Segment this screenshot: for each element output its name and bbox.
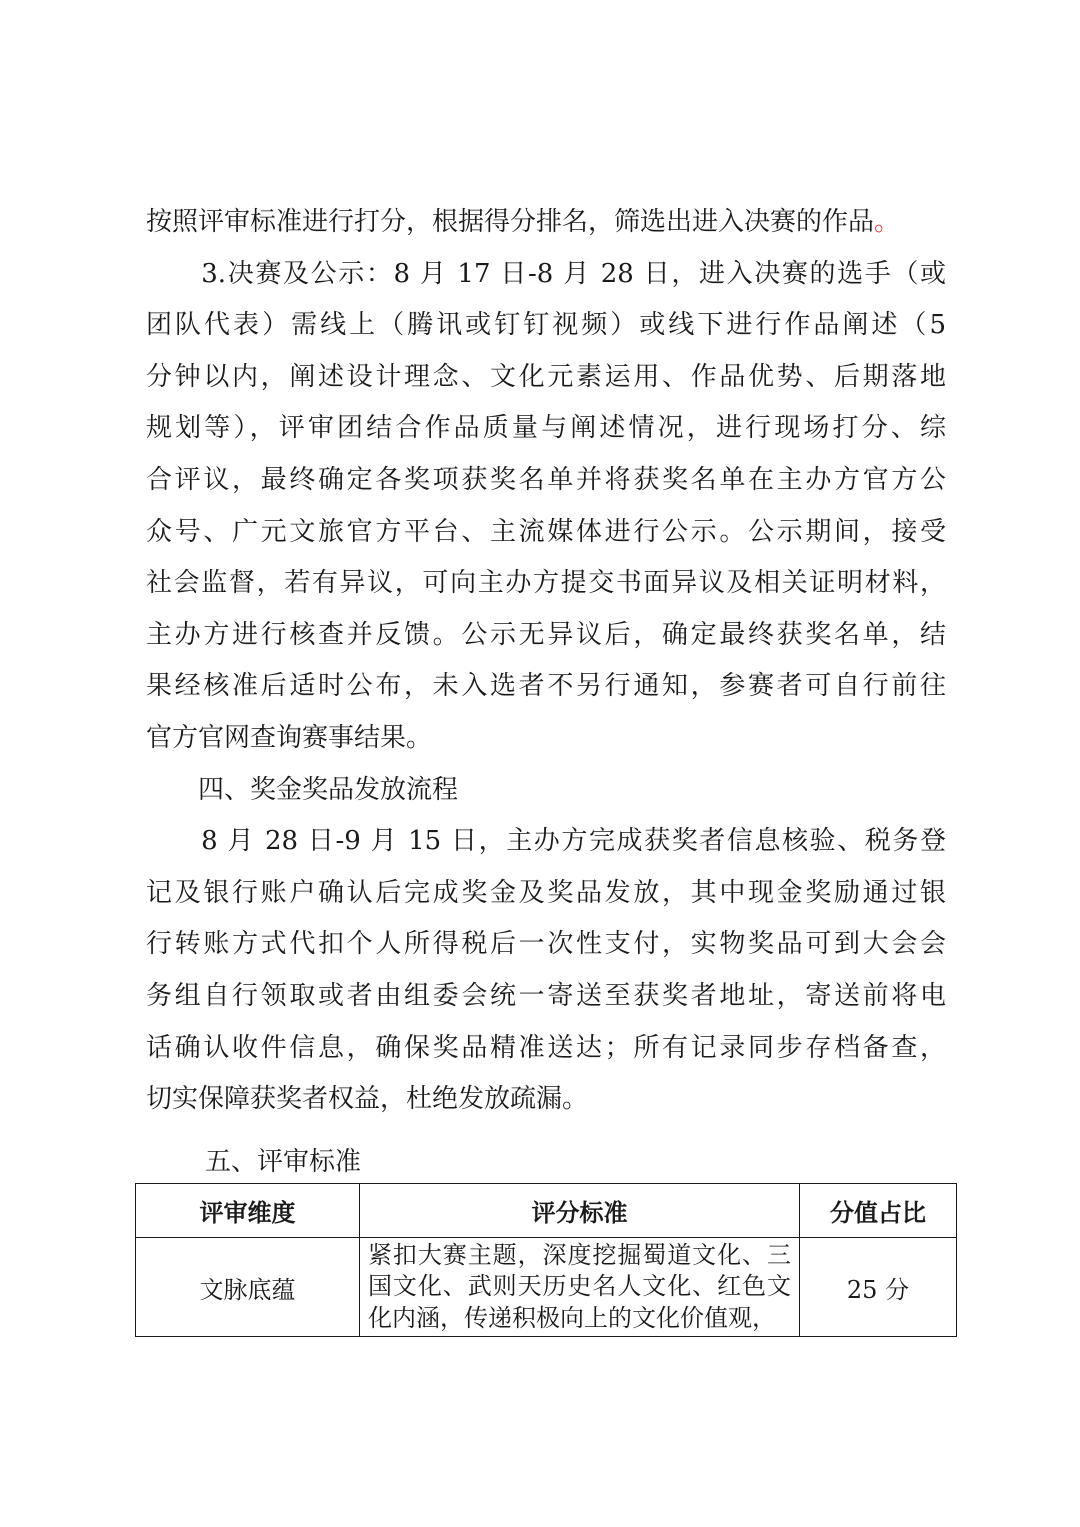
text-line: 务组自行领取或者由组委会统一寄送至获奖者地址，寄送前将电 (146, 980, 946, 1011)
criteria-line: 紧扣大赛主题，深度挖掘蜀道文化、三 (368, 1240, 791, 1269)
text-line: 8 月 28 日-9 月 15 日，主办方完成获奖者信息核验、税务登 (146, 826, 946, 857)
text-line: 官方官网查询赛事结果。 (146, 722, 433, 753)
cell-dimension: 文脉底蕴 (136, 1238, 360, 1337)
body-text (146, 197, 946, 1126)
criteria-line: 化内涵，传递积极向上的文化价值观， (368, 1303, 776, 1332)
criteria-line: 国文化、武则天历史名人文化、红色文 (368, 1272, 791, 1301)
text-line: 主办方进行核查并反馈。公示无异议后，确定最终获奖名单，结 (146, 619, 946, 650)
text-line: 果经核准后适时公布，未入选者不另行通知，参赛者可自行前往 (146, 671, 946, 702)
text-line: 3.决赛及公示：8 月 17 日-8 月 28 日，进入决赛的选手（或 (146, 258, 946, 289)
text-line: 团队代表）需线上（腾讯或钉钉视频）或线下进行作品阐述（5 (146, 310, 946, 341)
criteria-table (135, 1183, 957, 1337)
table-header-row (136, 1184, 957, 1238)
section-heading: 四、奖金奖品发放流程 (146, 774, 459, 805)
section-heading-criteria: 五、评审标准 (205, 1147, 362, 1177)
text-line: 社会监督，若有异议，可向主办方提交书面异议及相关证明材料， (146, 568, 946, 599)
text-line: 记及银行账户确认后完成奖金及奖品发放，其中现金奖励通过银 (146, 877, 946, 908)
text-line: 话确认收件信息，确保奖品精准送达；所有记录同步存档备查， (146, 1032, 946, 1063)
text-line: 分钟以内，阐述设计理念、文化元素运用、作品优势、后期落地 (146, 361, 946, 392)
header-score: 分值占比 (800, 1184, 957, 1238)
text-line: 众号、广元文旅官方平台、主流媒体进行公示。公示期间，接受 (146, 516, 946, 547)
text-line (146, 197, 946, 249)
text-line: 合评议，最终确定各奖项获奖名单并将获奖名单在主办方官方公 (146, 464, 946, 495)
table-row (136, 1238, 957, 1337)
header-criteria: 评分标准 (360, 1184, 800, 1238)
cell-score: 25 分 (800, 1238, 957, 1337)
text-line: 行转账方式代扣个人所得税后一次性支付，实物奖品可到大会会 (146, 929, 946, 960)
header-dimension: 评审维度 (136, 1184, 360, 1238)
red-period: 。 (874, 207, 901, 237)
cell-criteria (360, 1238, 800, 1337)
text-line: 规划等），评审团结合作品质量与阐述情况，进行现场打分、综 (146, 413, 946, 444)
text-line-content: 按照评审标准进行打分，根据得分排名，筛选出进入决赛的作品 (146, 207, 875, 237)
text-line: 切实保障获奖者权益，杜绝发放疏漏。 (146, 1084, 589, 1115)
